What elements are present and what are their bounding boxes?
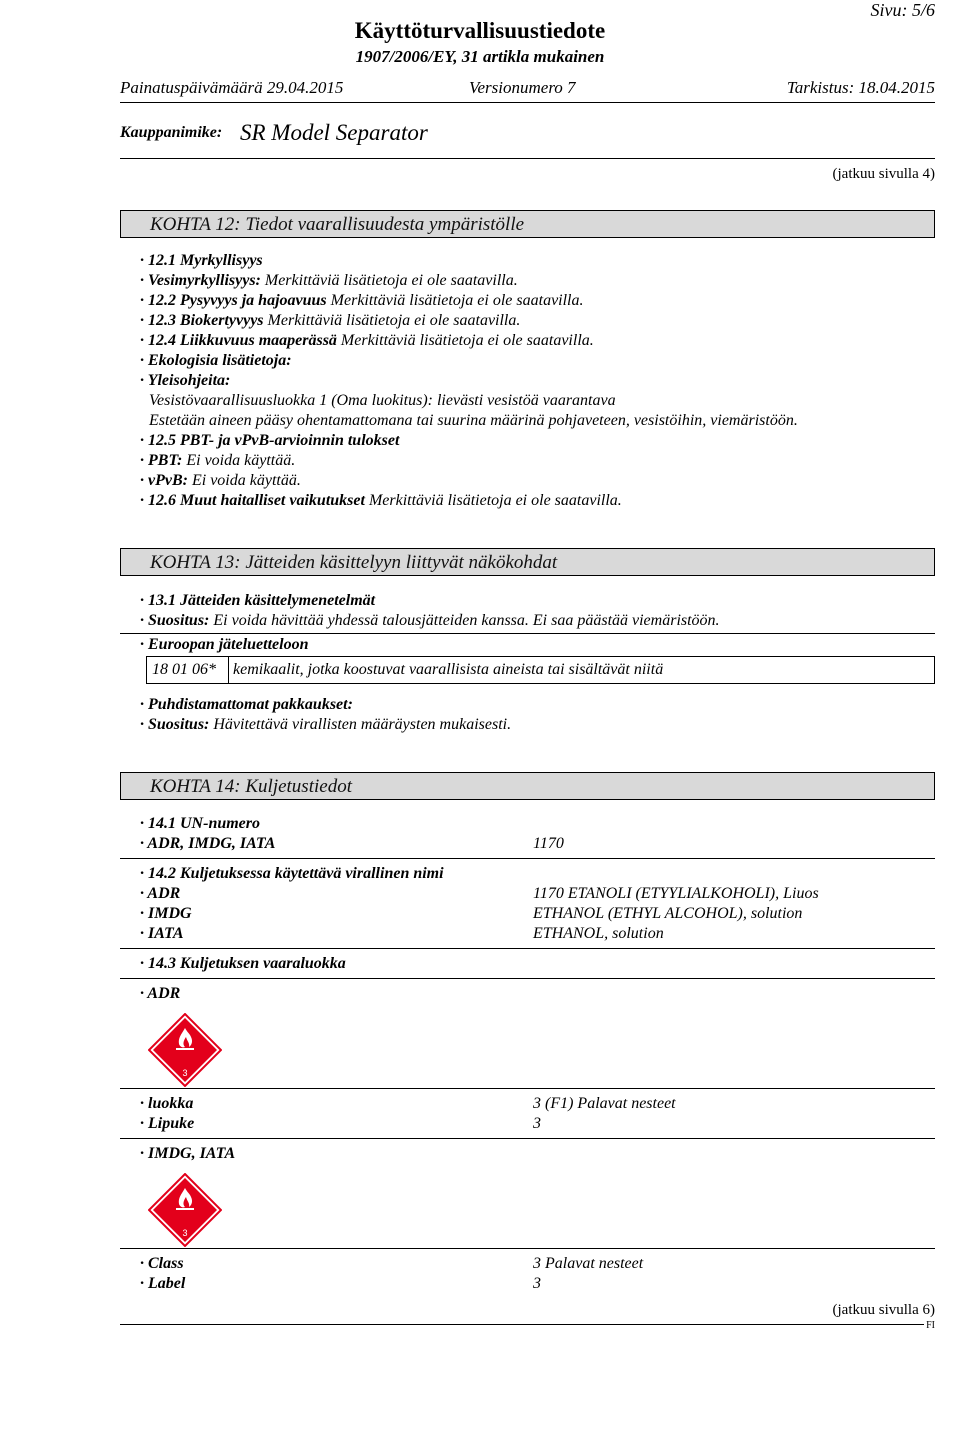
s12-general-notes: · Yleisohjeita:: [140, 372, 231, 389]
flammable-liquid-icon-2: [148, 1173, 222, 1247]
s12-bioaccumulation: · 12.3 Biokertyvyys Merkittäviä lisätietoja ei ole saatavilla.: [140, 312, 521, 329]
trade-divider: [120, 158, 935, 159]
s14-un-number: · 14.1 UN-numero: [140, 815, 261, 832]
s14-divider-2: [120, 948, 935, 949]
section-12-title: KOHTA 12: Tiedot vaarallisuudesta ympäristölle: [150, 214, 525, 235]
s12-water-hazard-class: Vesistövaarallisuusluokka 1 (Oma luokitus): lievästi vesistöä vaarantava: [149, 392, 616, 409]
section-14-title: KOHTA 14: Kuljetustiedot: [150, 776, 352, 797]
s14-lipuke-label: · Lipuke: [140, 1115, 195, 1132]
s14-class2-value: 3 Palavat nesteet: [533, 1255, 644, 1272]
s12-mobility: · 12.4 Liikkuvuus maaperässä Merkittäviä lisätietoja ei ole saatavilla.: [140, 332, 594, 349]
section-13-title: KOHTA 13: Jätteiden käsittelyyn liittyvät näkökohdat: [150, 552, 558, 573]
s13-waste-methods: · 13.1 Jätteiden käsittelymenetelmät: [140, 592, 376, 609]
s12-aquatic-toxicity: · Vesimyrkyllisyys: Merkittäviä lisätietoja ei ole saatavilla.: [140, 272, 518, 289]
s14-adr-label: · ADR: [140, 885, 181, 902]
s12-prevent-release: Estetään aineen pääsy ohentamattomana tai suurina määrinä pohjaveteen, vesistöihin, viemäristöön.: [149, 412, 798, 429]
section-12-header: [120, 210, 935, 238]
s14-class-value: 3 (F1) Palavat nesteet: [533, 1095, 676, 1112]
s14-label2-label: · Label: [140, 1275, 186, 1292]
s14-iata-value: ETHANOL, solution: [533, 925, 664, 942]
language-code: FI: [926, 1320, 935, 1331]
document-title: Käyttöturvallisuustiedote: [354, 18, 606, 43]
s13-packaging-recommendation: · Suositus: Hävitettävä virallisten määräysten mukaisesti.: [140, 716, 512, 733]
waste-code: 18 01 06*: [152, 661, 216, 678]
revision-date: Tarkistus: 18.04.2015: [786, 78, 935, 97]
trade-name: SR Model Separator: [240, 120, 428, 145]
s12-persistence: · 12.2 Pysyvyys ja hajoavuus Merkittäviä lisätietoja ei ole saatavilla.: [140, 292, 584, 309]
waste-divider: [228, 657, 229, 683]
s12-toxicity: · 12.1 Myrkyllisyys: [140, 252, 263, 269]
s14-hazard-class: · 14.3 Kuljetuksen vaaraluokka: [140, 955, 346, 972]
s14-imdg-label: · IMDG: [140, 905, 192, 922]
s14-adr-value: 1170 ETANOLI (ETYYLIALKOHOLI), Liuos: [533, 885, 819, 902]
flammable-liquid-icon: [148, 1013, 222, 1087]
s12-pbt: · PBT: Ei voida käyttää.: [140, 452, 296, 469]
s14-class-label: · luokka: [140, 1095, 194, 1112]
version-number: Versionumero 7: [469, 78, 576, 97]
hazard-number: 3: [182, 1068, 188, 1078]
s13-uncleaned-packaging: · Puhdistamattomat pakkaukset:: [140, 696, 353, 713]
s12-pbt-results: · 12.5 PBT- ja vPvB-arvioinnin tulokset: [140, 432, 400, 449]
s14-divider-4: [120, 1088, 935, 1089]
hazard-number-2: 3: [182, 1228, 188, 1238]
print-date: Painatuspäivämäärä 29.04.2015: [120, 78, 344, 97]
s12-vpvb: · vPvB: Ei voida käyttää.: [140, 472, 301, 489]
waste-code-table: [146, 656, 935, 684]
footer-divider: [120, 1324, 935, 1325]
section-14-header: [120, 772, 935, 800]
s13-european-waste-list: · Euroopan jäteluetteloon: [140, 636, 309, 653]
trade-name-label: Kauppanimike:: [120, 124, 223, 141]
s14-imdg-iata-label: · IMDG, IATA: [140, 1145, 236, 1162]
s13-recommendation: · Suositus: Ei voida hävittää yhdessä talousjätteiden kanssa. Ei saa päästää viemäristöön.: [140, 612, 720, 629]
header-divider: [120, 102, 935, 103]
waste-description: kemikaalit, jotka koostuvat vaarallisista aineista tai sisältävät niitä: [233, 661, 664, 678]
s14-divider-5: [120, 1138, 935, 1139]
s12-other-effects: · 12.6 Muut haitalliset vaikutukset Merkittäviä lisätietoja ei ole saatavilla.: [140, 492, 622, 509]
s14-divider-1: [120, 858, 935, 859]
s14-un-value: 1170: [533, 835, 564, 852]
s14-lipuke-value: 3: [533, 1115, 541, 1132]
document-subtitle: 1907/2006/EY, 31 artikla mukainen: [355, 47, 605, 66]
s14-shipping-name: · 14.2 Kuljetuksessa käytettävä virallinen nimi: [140, 865, 444, 882]
s14-divider-3: [120, 978, 935, 979]
s12-ecological-info: · Ekologisia lisätietoja:: [140, 352, 292, 369]
section-13-header: [120, 548, 935, 576]
s14-divider-6: [120, 1248, 935, 1249]
continued-to: (jatkuu sivulla 6): [832, 1302, 935, 1318]
s14-label2-value: 3: [533, 1275, 541, 1292]
s14-un-label: · ADR, IMDG, IATA: [140, 835, 276, 852]
s13-divider: [120, 633, 935, 634]
continued-from: (jatkuu sivulla 4): [832, 166, 935, 182]
page-number: Sivu: 5/6: [870, 0, 935, 20]
s14-imdg-value: ETHANOL (ETHYL ALCOHOL), solution: [533, 905, 803, 922]
s14-iata-label: · IATA: [140, 925, 184, 942]
s14-adr2-label: · ADR: [140, 985, 181, 1002]
s14-class2-label: · Class: [140, 1255, 184, 1272]
